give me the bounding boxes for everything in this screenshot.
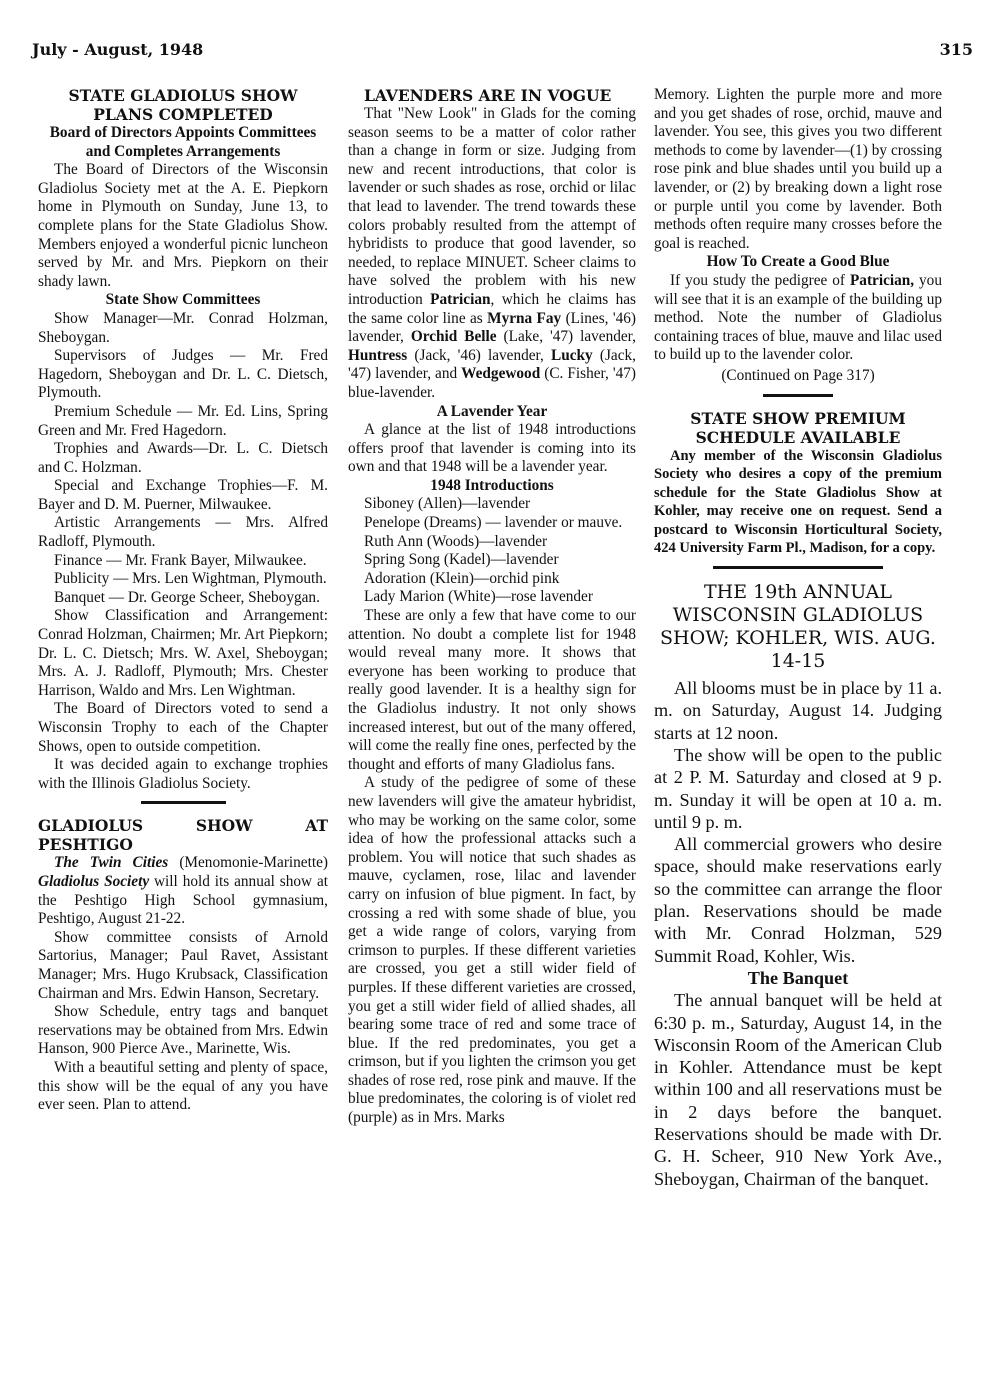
variety-lucky: Lucky [551,346,593,364]
paragraph-memory: Memory. Lighten the purple more and more and you get shades of rose, orchid, mauve and lavender. You see, this gives you two different methods to come by lavender—(1) by crossing rose pink and blue shades until you build up a lavender, or (2) by breaking down a light rose or purple until you come by lavender. Both methods often require many crosses before the goal is reached. [654,86,942,252]
paragraph-good-blue [654,272,942,365]
text-new-look: That "New Look" in Glads for the coming season seems to be a matter of color rather than a change in form or size. Judging from new and recent introductions, that color is lavender or such shades as rose, orchid or lilac that lead to lavender. The trend towards these colors probably resulted from the attempt of hybridists to produce that good lavender, so needed, to replace MINUET. Scheer claims to have solved the problem with his new introduction [348,105,636,308]
text-twin-cities: The Twin Cities [54,854,169,872]
text-gladiolus-society: Gladiolus Society [38,872,150,890]
page-number: 315 [939,40,973,59]
text-peshtigo-rest: will hold its annual show at the Peshtigo High School gymnasium, Peshtigo, August 21-22. [38,872,328,928]
paragraph: Show Schedule, entry tags and banquet reservations may be obtained from Mrs. Edwin Hanson, 900 Pierce Ave., Marinette, Wis. [38,1003,328,1058]
closing-paragraphs [38,700,328,793]
committee-entry: Publicity — Mrs. Len Wightman, Plymouth. [54,570,327,588]
committee-entry: Show Classification and Arrangement: Conrad Holzman, Chairmen; Mr. Art Piepkorn; Dr. L. C. Dietsch; Mrs. W. Axel, Sheboygan; Mrs. A. J. Radloff, Plymouth; Mrs. Chester Harrison, Waldo and Mrs. Len Wightman. [38,607,328,699]
subheading-committees: State Show Committees [105,291,261,309]
introduction-entry: Adoration (Klein)—orchid pink [364,569,560,587]
text-t1: , which he claims has the same color line as [348,290,637,327]
notice-text: Any member of the Wisconsin Gladiolus Society who desires a copy of the premium schedule for the State Gladiolus Show at Kohler, may receive one on request. Send a postcard to Wisconsin Horticultural Society, 424 University Farm Pl., Madison, for a copy. [654,447,942,557]
introduction-entry: Penelope (Dreams) — lavender or mauve. [364,514,623,532]
introduction-entry: Lady Marion (White)—rose lavender [364,588,593,606]
text-t3: (Lake, '47) lavender, [496,328,636,346]
article-subtitle-show-plans: Board of Directors Appoints Committees and Completes Arrangements [49,124,317,160]
divider-rule [141,801,226,804]
committee-entry: Show Manager—Mr. Conrad Holzman, Sheboygan. [38,309,328,346]
committee-entry: Artistic Arrangements — Mrs. Alfred Radloff, Plymouth. [38,514,328,551]
variety-patrician-2: Patrician, [849,271,915,289]
article-title-show-plans: STATE GLADIOLUS SHOW PLANS COMPLETED [68,86,298,124]
column-3 [654,86,942,1190]
show-paragraphs [654,677,942,967]
divider-rule-2 [763,394,833,397]
notice-title: STATE SHOW PREMIUM SCHEDULE AVAILABLE [690,408,906,447]
introduction-entry: Ruth Ann (Woods)—lavender [364,532,548,550]
variety-orchid-belle: Orchid Belle [410,328,497,346]
text-t6: (C. Fisher, '47) blue-lavender. [348,365,636,401]
column-2 [348,86,636,1128]
paragraph: The Board of Directors voted to send a Wisconsin Trophy to each of the Chapter Shows, open to outside competition. [38,700,328,755]
introductions-list [348,495,636,607]
text-blue-a: If you study the pedigree of [670,271,850,289]
text-t4: (Jack, '46) lavender, [407,346,552,364]
show-details [654,677,942,1190]
paragraph: These are only a few that have come to our attention. No doubt a complete list for 1948 would reveal many more. It shows that everyone has been working to produce that really good lavender. It is a healthy sign for the Gladiolus industry. It not only shows increased interest, but out of the many offered, will come the really fine ones, perfected by the thought and efforts of many Gladiolus fans. [348,607,636,773]
show-title: THE 19th ANNUAL WISCONSIN GLADIOLUS SHOW; KOHLER, WIS. AUG. 14-15 [660,581,936,673]
article-title-peshtigo: GLADIOLUS SHOW AT PESHTIGO [38,816,328,855]
subheading-lavender-year: A Lavender Year [436,402,548,420]
introduction-entry: Spring Song (Kadel)—lavender [364,551,559,569]
paragraph: The show will be open to the public at 2 P. M. Saturday and closed at 9 p. m. Sunday it will be open at 10 a. m. until 9 p. m. [654,744,942,832]
paragraph-intro: The Board of Directors of the Wisconsin Gladiolus Society met at the A. E. Piepkorn home in Plymouth on Sunday, June 13, to complete plans for the State Gladiolus Show. Members enjoyed a wonderful picnic luncheon served by Mr. and Mrs. Piepkorn on their shady lawn. [38,161,328,290]
subheading-introductions: 1948 Introductions [430,476,554,494]
paragraph: With a beautiful setting and plenty of space, this show will be the equal of any you have ever seen. Plan to attend. [38,1058,328,1114]
paragraph: It was decided again to exchange trophies with the Illinois Gladiolus Society. [38,756,328,792]
variety-myrna-fay: Myrna Fay [487,309,562,327]
continued-note: (Continued on Page 317) [721,366,875,384]
issue-date: July - August, 1948 [32,40,204,59]
variety-huntress: Huntress [348,346,408,364]
committee-entry: Finance — Mr. Frank Bayer, Milwaukee. [54,551,307,569]
paragraph-lavender-year: A glance at the list of 1948 introductions offers proof that lavender is coming into its own and that 1948 will be a lavender year. [348,421,636,476]
divider-rule-3 [713,566,883,569]
paragraph-banquet: The annual banquet will be held at 6:30 p. m., Saturday, August 14, in the Wisconsin Room of the American Club in Kohler. Attendance must be kept within 100 and all reservations must be in 2 days before the banquet. Reservations should be made with Dr. G. H. Scheer, 910 New York Ave., Sheboygan, Chairman of the banquet. [654,990,942,1189]
introduction-entry: Siboney (Allen)—lavender [364,495,531,513]
notice-body [654,447,942,559]
running-head [32,40,973,66]
lavender-paragraphs [348,607,636,1128]
paragraph: A study of the pedigree of some of these new lavenders will give the amateur hybridist, who may be working on the same color, some idea of how the professional attacks such a problem. You will notice that such shades as mauve, cyclamen, rose, lilac and lavender carry on infusion of blue pigment. In fact, by crossing a red with some shade of blue, you get a wide range of colors, varying from crimson to purples. If these different varieties are crossed, you get a still wider field of purples. If these different varieties are crossed, you get a still wider field of allied shades, all bearing some trace of red and some trace of blue. If the red predominates, you get a crimson, but if you lighten the crimson you get shades of rose red, rose pink and mauve. If the blue predominates, the coloring is of violet red (purple) as in Mrs. Marks [348,774,636,1127]
committee-entry: Special and Exchange Trophies—F. M. Bayer and D. M. Puerner, Milwaukee. [38,477,328,513]
paragraph-new-look [348,105,636,403]
variety-wedgewood: Wedgewood [461,365,541,383]
peshtigo-paragraphs [38,929,328,1115]
subheading-good-blue: How To Create a Good Blue [706,253,890,271]
paragraph: All blooms must be in place by 11 a. m. on Saturday, August 14. Judging starts at 12 noon. [654,678,942,743]
variety-patrician: Patrician [430,290,491,308]
text-blue-b: you will see that it is an example of the building up method. Note the number of Gladiolus containing traces of blue, mauve and lilac used to build up to the lavender color. [654,271,942,364]
committee-entry: Trophies and Awards—Dr. L. C. Dietsch and C. Holzman. [38,440,328,476]
committee-entry: Supervisors of Judges — Mr. Fred Hagedorn, Sheboygan and Dr. L. C. Dietsch, Plymouth. [38,347,328,402]
committee-list [38,310,328,700]
subheading-banquet: The Banquet [747,967,849,988]
paragraph: All commercial growers who desire space, should make reservations early so the committee can arrange the floor plan. Reservations should be made with Mr. Conrad Holzman, 529 Summit Road, Kohler, Wis. [654,834,942,966]
committee-entry: Premium Schedule — Mr. Ed. Lins, Spring Green and Mr. Fred Hagedorn. [38,402,328,439]
text-t2: (Lines, '46) lavender, [348,309,636,346]
committee-entry: Banquet — Dr. George Scheer, Sheboygan. [54,588,320,606]
text-menomonie: (Menomonie-Marinette) [168,854,328,872]
paragraph-peshtigo-intro [38,854,328,928]
paragraph: Show committee consists of Arnold Sartorius, Manager; Paul Ravet, Assistant Manager; Mrs. Hugo Krubsack, Classification Chairman and Mrs. Edwin Hanson, Secretary. [38,928,328,1002]
article-title-lavenders: LAVENDERS ARE IN VOGUE [364,86,612,105]
text-t5: (Jack, '47) lavender, and [348,346,636,383]
column-1 [38,86,328,1115]
